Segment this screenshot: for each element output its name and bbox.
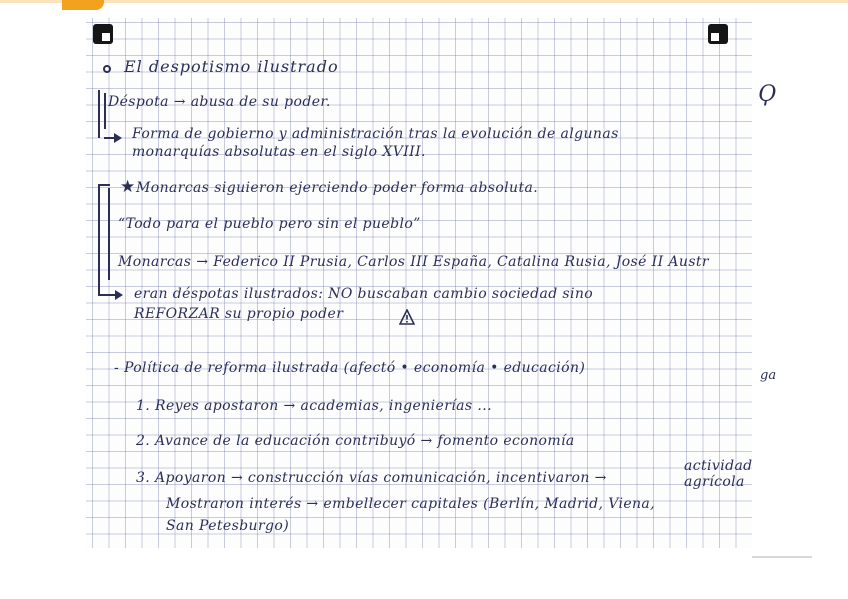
star-icon: ★ <box>120 177 136 197</box>
monarcas-line: Monarcas siguieron ejerciendo poder forma absoluta. <box>136 180 539 196</box>
note-title: El despotismo ilustrado <box>124 57 339 76</box>
warning-triangle-icon <box>399 309 415 325</box>
politica-heading: - Política de reforma ilustrada (afectó • economía • educación) <box>114 360 586 376</box>
despota-line: Déspota → abusa de su poder. <box>108 94 331 110</box>
item-3-top: actividad <box>684 458 753 474</box>
forma-line-2: monarquías absolutas en el siglo XVIII. <box>132 144 426 160</box>
margin-mark-2: ga <box>760 368 777 383</box>
item-3-right: agrícola <box>684 474 745 490</box>
bracket-line-2-inner <box>108 188 110 280</box>
item-3-line-2: Mostraron interés → embellecer capitales (Berlín, Madrid, Viena, <box>166 496 656 512</box>
arrow-right-icon <box>114 133 122 143</box>
margin-mark-1: Ϙ <box>758 82 777 107</box>
forma-line-1: Forma de gobierno y administración tras la evolución de algunas <box>132 126 619 142</box>
page-edge-mark <box>752 556 812 558</box>
bracket-line-2 <box>98 184 100 296</box>
corner-marker-top-right <box>708 24 728 44</box>
bracket-line-inner <box>104 93 106 129</box>
monarcas-list: Monarcas → Federico II Prusia, Carlos III España, Catalina Rusia, José II Austr <box>118 254 710 270</box>
item-3-line-3: San Petesburgo) <box>166 518 290 534</box>
arrow-right-icon <box>115 290 123 300</box>
corner-marker-top-left <box>93 24 113 44</box>
notebook-tab <box>62 0 104 10</box>
item-1: 1. Reyes apostaron → academias, ingenierías ... <box>136 398 492 414</box>
bracket-line <box>98 90 100 138</box>
circle-bullet-icon <box>103 65 111 73</box>
item-3-line-1: 3. Apoyaron → construcción vías comunicación, incentivaron → <box>136 470 607 486</box>
eran-line-1: eran déspotas ilustrados: NO buscaban cambio sociedad sino <box>134 286 594 302</box>
item-2: 2. Avance de la educación contribuyó → fomento economía <box>136 433 575 449</box>
eran-line-2: REFORZAR su propio poder <box>134 306 344 322</box>
arrow-stem-2 <box>98 294 116 296</box>
quote-line: “Todo para el pueblo pero sin el pueblo” <box>118 216 421 232</box>
top-border <box>0 0 848 3</box>
